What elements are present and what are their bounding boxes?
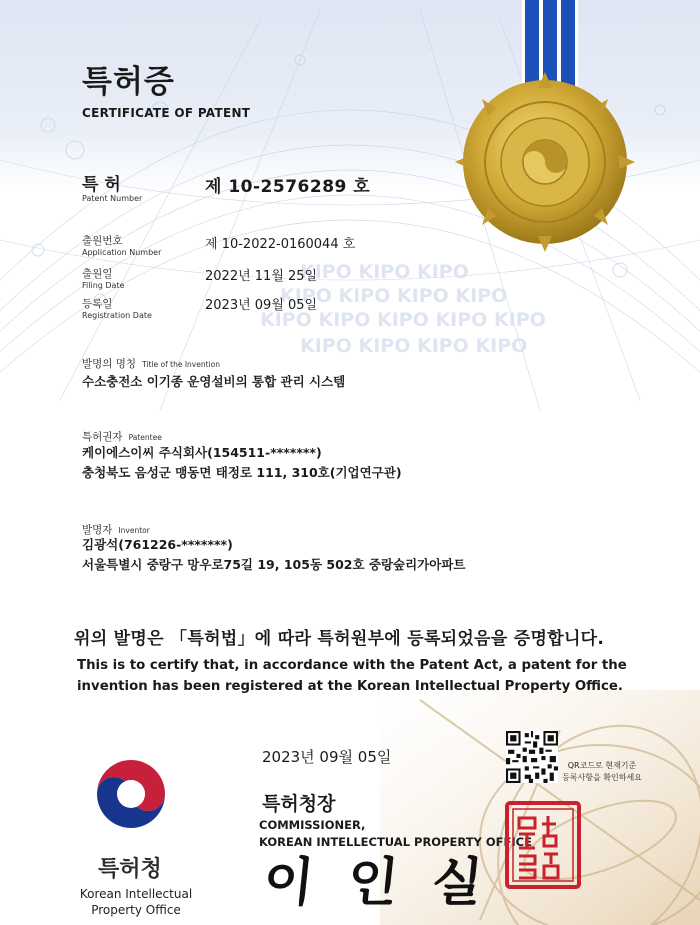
official-red-seal	[504, 800, 582, 890]
commissioner-signature: 이인실	[260, 852, 520, 913]
gold-seal	[455, 72, 635, 252]
application-number-label-en: Application Number	[82, 248, 162, 257]
certification-statement-en-line2: invention has been registered at the Korean Intellectual Property Office.	[77, 679, 623, 694]
inventor-label-en: Inventor	[118, 526, 150, 535]
patent-number-label: 특 허	[82, 175, 121, 195]
patentee-name: 케이에스이씨 주식회사(154511-*******)	[82, 445, 322, 460]
svg-text:KIPO KIPO KIPO KIPO KIPO: KIPO KIPO KIPO KIPO KIPO	[260, 309, 546, 331]
qr-caption-line1: QR코드로 현재기준	[567, 761, 637, 770]
filing-date-label-en: Filing Date	[82, 281, 125, 290]
registration-date-label: 등록일	[82, 298, 113, 310]
invention-label-ko: 발명의 명칭	[82, 358, 137, 370]
patentee-label-ko: 특허권자	[82, 431, 123, 443]
filing-date-label: 출원일	[82, 268, 113, 280]
registration-date-value: 2023년 09월 05일	[205, 298, 318, 313]
issue-date: 2023년 09월 05일	[262, 748, 392, 766]
commissioner-title-en-line2: KOREAN INTELLECTUAL PROPERTY OFFICE	[259, 835, 532, 849]
office-name-en-line2: Property Office	[91, 903, 181, 917]
commissioner-title-ko: 특허청장	[262, 793, 336, 815]
patentee-label	[82, 425, 162, 444]
application-number-label: 출원번호	[82, 235, 123, 247]
certificate-title: 특허증	[82, 64, 175, 100]
inventor-address: 서울특별시 중랑구 망우로75길 19, 105동 502호 중랑숲리가아파트	[82, 557, 466, 572]
svg-text:KIPO KIPO KIPO: KIPO KIPO KIPO	[300, 261, 469, 283]
invention-title-label	[82, 352, 220, 371]
patent-number-label-en: Patent Number	[82, 194, 143, 203]
inventor-label-ko: 발명자	[82, 524, 113, 536]
svg-text:KIPO KIPO KIPO KIPO: KIPO KIPO KIPO KIPO	[280, 285, 508, 307]
taegeuk-logo-icon	[93, 756, 169, 832]
patent-number-value: 제 10-2576289 호	[205, 177, 371, 197]
registration-date-label-en: Registration Date	[82, 311, 152, 320]
svg-text:KIPO KIPO KIPO KIPO: KIPO KIPO KIPO KIPO	[300, 335, 528, 357]
application-number-value: 제 10-2022-0160044 호	[205, 237, 356, 252]
certification-statement-ko: 위의 발명은 「특허법」에 따라 특허원부에 등록되었음을 증명합니다.	[74, 629, 605, 649]
certification-statement-en-line1: This is to certify that, in accordance with the Patent Act, a patent for the	[77, 658, 627, 673]
filing-date-value: 2022년 11월 25일	[205, 269, 318, 284]
invention-label-en: Title of the Invention	[142, 360, 220, 369]
inventor-name: 김광석(761226-*******)	[82, 537, 233, 552]
qr-code[interactable]	[506, 731, 558, 783]
qr-caption-line2: 등록사항을 확인하세요	[562, 773, 642, 782]
invention-title-value: 수소충전소 이기종 운영설비의 통합 관리 시스템	[82, 374, 346, 389]
patentee-label-en: Patentee	[128, 433, 162, 442]
commissioner-title-en-line1: COMMISSIONER,	[259, 818, 366, 832]
patentee-address: 충청북도 음성군 맹동면 태정로 111, 310호(기업연구관)	[82, 465, 402, 480]
office-name-en-line1: Korean Intellectual	[79, 887, 193, 901]
office-name-ko: 특허청	[98, 857, 162, 882]
certificate-title-en: CERTIFICATE OF PATENT	[82, 106, 251, 120]
